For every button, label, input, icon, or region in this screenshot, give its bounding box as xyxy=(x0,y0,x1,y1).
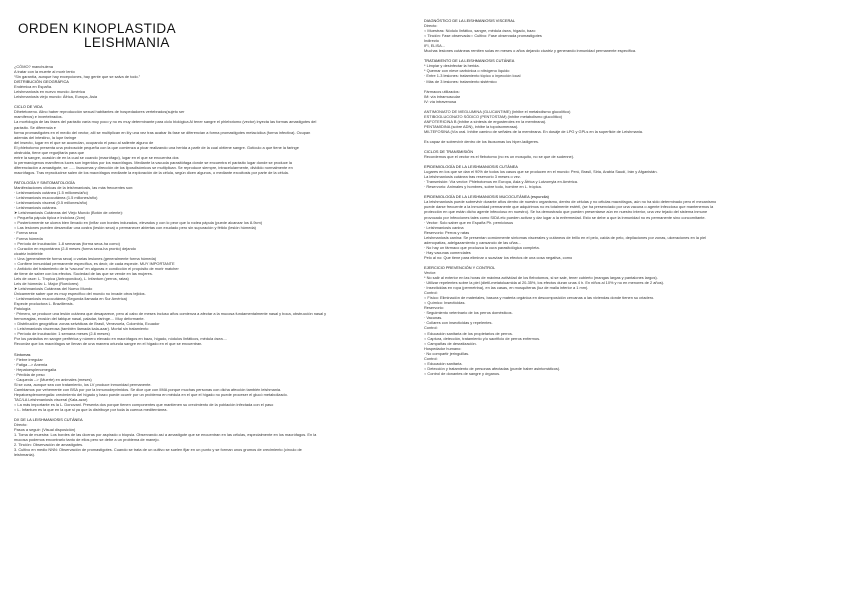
text-line: ESTIBOGLUCONATO SÓDICO (PENTOSTAM) (inhibe metabolismo glucolítico) xyxy=(424,113,563,119)
text-line: ○ Detección y tratamiento de personas afectadas (puede haber asintomáticos). xyxy=(424,365,561,371)
text-line: ○ La más importante es la L. Donovani. Presenta dos porque tienen componentes que mantienen su crecimiento de la población infectada con el paso xyxy=(14,402,274,407)
text-line: Es capaz de sobrevivir dentro de los lisosomas los hiper-ladigeres. xyxy=(424,138,540,144)
document-title xyxy=(18,22,419,50)
text-line: TAC/LA Leishmaniosis visceral (Kala-azar) xyxy=(14,396,88,402)
text-line: MILTEFOSINA (Vía oral. Inhibe camino de señales de la membrana. En dosáje de LPG y GPLs en la superficie de Leishmania. xyxy=(424,128,643,134)
text-line: ○ Pequeña pápula típica e indolora (2cm) xyxy=(14,215,86,221)
text-line: ○ Curación en espontánea (2-8 meses (forma seca-ha pronto) dejando xyxy=(14,245,136,251)
text-line: ○ Confiere inmunidad permanente específica, es decir, de cada especie. MUY IMPORTANTE xyxy=(14,260,175,266)
text-line: A tratar con la muerte al morir lento xyxy=(14,69,75,75)
text-line: · Leishmaniosis canina xyxy=(424,224,464,230)
text-line: ○ Período de incubación: 1 semana meses (2-6 meses) xyxy=(14,331,110,337)
text-line: PENTAMIDINA (sobre ADN), inhibe la topoisomerasa). xyxy=(424,123,519,129)
left-column xyxy=(14,18,419,457)
text-line: Dihetetoxeno. Alino haber reproducción sexual habitantes de hospedadores vertebrados(sujeto ser xyxy=(14,109,185,115)
text-line: · Primero, se produce una lesión cutánea que desaparece, pero al cabo de meses incluso años comienza a afectar a la mucosa fundamentalmente nasal y boca, obstrucción nasal y xyxy=(14,311,327,317)
text-line: macrófagos. Tras reproducirse salen de los macrófagos mediante la exploración de la célula, según dicen algunos, o mediante exocitosis por parte de la célula. xyxy=(14,169,289,175)
text-line: 1. Toma de muestra: Los bordes de las úlceras por aspirado o biopsia. Observando así a amastigote que se encuentran en las células, especialmente en los macrófagos. En la xyxy=(14,432,317,438)
text-line: · Hay vacunas comerciales xyxy=(424,249,471,255)
text-line: ➤ Leishmaniosis Cutáneas del Nuevo Mundo xyxy=(14,285,93,291)
section-heading: EJERCICIO PREVENCIÓN Y CONTROL xyxy=(424,264,496,270)
text-line: Leishmaniosis en nuevo mundo: América xyxy=(14,89,85,95)
section-heading: DISTRIBUCIÓN GEOGRÁFICA xyxy=(14,79,69,85)
text-line: ○ Educación sanitaria. xyxy=(424,360,463,366)
text-line: Leishmaniosis viejo mundo: África, Europa, Asia xyxy=(14,94,98,100)
text-line: provocado por infecciones tales como SIDA etc pueden activar y dar lugar a la enfermedad. Esto se debe a que la inmunidad no es permanente sino concomitante. xyxy=(424,214,706,220)
text-line: Indirecto xyxy=(424,38,439,44)
section-heading: CICLO DE VIDA xyxy=(14,104,43,110)
text-line: Manifestaciones clínicas de la leishmaniosis, las más frecuentes son: xyxy=(14,185,134,191)
text-line: cicatriz indeleble xyxy=(14,250,43,256)
text-line: Pelo al no: Que tiene para eliminar o suavizar los efectos de una cosa negativa, como xyxy=(424,254,573,260)
text-line: ○ Una (generalmente forma seca) o varias lesiones (generalmente forma húmeda) xyxy=(14,255,157,261)
text-line: ANTIMONIATO DE MEGLUMINA (GLUCANTIME) (inhibe el metabolismo glucolítico) xyxy=(424,108,571,114)
text-line: ○ Químico: Insecticidas. xyxy=(424,300,466,306)
text-line: 2. Tinción: Observación de amastigotes. xyxy=(14,442,84,448)
text-line: Lugares en los que se dan el 90% de todos los casos que se producen en el mundo: Perú, Brasil, Siria, Arabia Saudí, Irán y Afganistán. xyxy=(424,169,658,175)
text-line: mamíferos) e invertebrados. xyxy=(14,114,63,120)
text-line: · Fatiga --> Anemia xyxy=(14,361,48,367)
text-line: ○ Distribución geográfica: zonas selváticas de Brasil, Venezuela, Colombia, Ecuador xyxy=(14,321,160,327)
text-line: IM: vía intramuscular xyxy=(424,93,461,99)
text-line: Muchas lesiones cutáneas remiten solas en meses o años dejando cicatriz y generando inmunidad permanente específica. xyxy=(424,48,637,54)
text-line: del insecto, lugar en el que se acumulan, ocupando el paso al saliente alguno de xyxy=(14,139,154,145)
text-line: · Forma seca xyxy=(14,230,37,236)
text-line: forma promastigotes en el medio del vector, allí se multiplican en ilíy una vez tras acabar lis fase se diferencian a forma promastigotes metacíclica (forma infectiva). Ocupan xyxy=(14,129,311,135)
text-line: parásito. Se diferencia e xyxy=(14,124,56,130)
text-line: · Seguimiento veterinario de los perros domésticos. xyxy=(424,310,513,316)
text-line: Leis de osce: L. Tropica (Antroponóica), L. Infantum (perros, ratas) xyxy=(14,275,129,281)
text-line: IV: vía intravenosa xyxy=(424,98,457,104)
text-line: Control: xyxy=(424,355,438,361)
text-line: · Leishmaniosis cutánea (1.5 millones/año) xyxy=(14,190,88,196)
text-line: · No hay un fármaco que produzca la cura parasitológica completa. xyxy=(424,244,540,250)
text-line: ○ Campañas de desratización. xyxy=(424,340,477,346)
text-line: “Sin garantía, aunque hay excepciones, hay gente que se salva de todo.” xyxy=(14,74,141,80)
text-line: Control: xyxy=(424,290,438,296)
text-line: Leishmaniosis canina: Se presentan comúnmente síntomas viscerales y cutáneos de brillo en el pelo, caída de pelo, depilaciones por zonas, ulceraciones en la piel xyxy=(424,234,707,240)
text-line: ○ L. Infantum es la que en la que si ya que la distribuye por toda la cuenca mediterránea. xyxy=(14,407,168,413)
right-column xyxy=(424,18,834,376)
section-heading: EPIDEMIOLOGÍA DE LA LEISHMANIOSIS MUCOCUTÁNEA (espundia) xyxy=(424,194,549,200)
text-line: · Leishmaniosis cutánea. xyxy=(14,205,58,211)
text-line: Directo: xyxy=(424,23,438,29)
section-heading: PATOLOGÍA Y SINTOMATOLOGÍA xyxy=(14,179,75,185)
text-line: · Insecticidas en ropa (permetrina), en las casas, en mosquiteras (luz de malla inferior a 1 mm). xyxy=(424,285,589,291)
text-line: ○ Leishmaniosis viscerosa (también llamada kala-azar). Mortal sin tratamiento xyxy=(14,326,149,332)
right-text-block xyxy=(424,18,834,376)
text-line: El phlebotomo presenta una proboscide pequeña con la que comienza a picar realizando una herida a partir de la cual obtiene sangre. Gotículo a que tiene la faringe xyxy=(14,144,299,150)
text-line: Cambiamos por vehemente con BSA por por la inmunodeprimidos. Se dice que con IIMA porque muchas personas con dicha afección también leishmania. xyxy=(14,386,282,392)
text-line: · Pérdida de peso xyxy=(14,371,45,377)
text-line: · Leishmaniosis mucocutánea (Segunda llamada en Sur América) xyxy=(14,296,128,302)
text-line: · Utilizar repelentes sobre la piel (dietil-metatoluamida al 20-35%, los efectos duran unas 4 h. En niños al 10% y no en menores de 2 años). xyxy=(424,280,665,286)
text-line: ○ Tinción: Fase observada:○ Cultivo: Fase observada promastigotes xyxy=(424,33,542,39)
text-line: ○ Período de incubación: 1-8 semanas (forma seca-ha como) xyxy=(14,240,120,246)
text-line: 3. Cultivo en medio NNN: Observación de promastigotes. Cuando se trata de un cultivo se suelen fijar en un punto y se forman unos grumos de crecimiento (círculo de xyxy=(14,447,302,453)
text-line: ○ Las lesiones pueden desarrollar una costra (lesión seca) o permanecer abiertas con exudado pero sin supuración y fétido (lesión húmeda) xyxy=(14,225,256,231)
text-line: Por los parásitos en sangre periférica y número elevado en macrófagos en bazo, hígado, nódulos linfáticos, médula ósea.... xyxy=(14,336,228,342)
text-line: Vector: xyxy=(424,269,437,275)
text-line: ○ Antídoto del tratamiento de la “vacuna” en algunas e condicción el propósito de morir matcher xyxy=(14,265,179,271)
text-line: hemorragias, erosión del tabique nasal, paladar, faringe.... Muy deformante. xyxy=(14,316,145,322)
text-line: Si se cura, aunque sea con tratamiento, los LV produce inmunidad permanente. xyxy=(14,381,152,387)
text-line: Únicamente saber que es muy específico del mundo no invade otros tejidos. xyxy=(14,291,146,297)
text-line: · Leishmaniosis visceral (0.5 millones/año) xyxy=(14,200,88,206)
text-line: ○ Captura, detección, tratamiento y/o sacrificio de perros enfermos. xyxy=(424,335,541,341)
text-line: de tiene de saber con los efectos. Sociedad de las que se vende en las mujeres. xyxy=(14,270,153,276)
title-line-1: ORDEN KINOPLASTIDA xyxy=(18,21,176,36)
text-line: leishmania). xyxy=(14,452,35,458)
text-line: ○ Posteriormente se ulcera bien llevado en (inflar con bordes indurados, elevados y con lo peor que lo rodea pápula (puede alcanzar los 8-9cm) xyxy=(14,220,263,226)
text-line: * Limpiar y desinfectar la herida. xyxy=(424,63,480,69)
section-heading: CICLOS DE TRANSMISIÓN xyxy=(424,148,474,154)
text-line: ○ Educación sanitaria de los propietarios de perros. xyxy=(424,330,513,336)
section-heading: DIAGNÓSTICO DE LA LEISHMANIOSIS VISCERAL xyxy=(424,18,516,23)
section-heading: DX DE LA LEISHMANIOSIS CUTÁNEA xyxy=(14,417,83,423)
text-line: · Forma húmeda xyxy=(14,235,43,241)
text-line: Fármacos utilizados: xyxy=(424,88,460,94)
text-line: Hepatoesplenomegalia: crecimiento del hígado y bazo puede ocurrir por un problema en médula en el que el hígado no puede proceser el glucó metabolizado. xyxy=(14,391,288,397)
text-line: ANFOTERICINA B (inhibe a síntesis de ergosteroles en la membrana). xyxy=(424,118,547,124)
text-line: Recordar que los macrófagos se llenan de una manera oriunda sangre en el hígado en el que se encuentran. xyxy=(14,341,203,347)
text-line: IFI, ELISA... xyxy=(424,43,445,49)
text-line: La leishmaniosis cutánea tras reservorio 3 meses o vez. xyxy=(424,174,521,180)
text-line: ¿CÓMO? manchulena xyxy=(14,64,53,69)
section-heading: EPIDEMIOLOGÍA DE LA LEISHMANIOSIS CUTÁNEA xyxy=(424,164,518,170)
left-text-block xyxy=(14,64,419,457)
text-line: adenopatías, adelgazamiento y cansancio de las uñas... xyxy=(424,239,521,245)
text-line: · Vacunas. xyxy=(424,315,443,321)
section-heading: TRATAMIENTO DE LA LEISHMANIOSIS CUTÁNEA xyxy=(424,58,515,64)
text-line: * Quemar con nieve carbónica o nitrógeno líquido xyxy=(424,68,510,74)
text-line: ○ Control de donantes de sangre y órganos. xyxy=(424,370,501,376)
text-line: Directo: xyxy=(14,422,28,428)
text-line: obstruida, tiene que regurjitarla para que xyxy=(14,149,85,155)
text-line: Hospedador humano: xyxy=(424,345,462,351)
text-line: Endémica en España. xyxy=(14,84,53,90)
text-line: · Leishmaniosis mucocutánea (1.5 millones/año) xyxy=(14,195,98,201)
section-heading: Síntomas xyxy=(14,351,31,357)
text-line: puede darse frecuente a la inmunidad permanente que adquirimos no es totalmente estéril, (se ha presenciado por una vacuna o agente infeccioso que mantenemos la xyxy=(424,204,714,210)
text-line: La morfología de las fases del parásito varía muy poco y no es muy determinante para ciclo biológica Al tener sangre el phlebotomo (vector) inyecta las formas amastigotes del xyxy=(14,119,317,125)
text-line: Recordemos que el vector es el flebotomo (no es un mosquito, no se que de sudenne). xyxy=(424,154,575,160)
text-line: protección en que están dicho agente infeccioso en nuestro). Se ha demostrado que pueden presentarse aún en nuestro interior, una vez tejado del sistema inmune xyxy=(424,209,708,215)
text-line: · Transmisión: Vía vector: Phlebotomus en Europa, Asia y África y Lutzomyia en América. xyxy=(424,179,578,185)
text-line: Leis de húmeda: L. Major (Roedores) xyxy=(14,280,79,286)
text-line: además del intestino, la lupe faringe xyxy=(14,134,77,140)
text-line: · No compartir jeringuillas. xyxy=(424,350,470,356)
text-line: mucosa podemos encontrarlo tanto de ellos pero se debe a un problema de manejo. xyxy=(14,437,160,443)
title-line-2: LEISHMANIA xyxy=(84,35,170,50)
text-line: · Collares con insecticidas y repelentes. xyxy=(424,320,493,326)
text-line: Reservorio: xyxy=(424,305,444,311)
text-line: · Reservorio: Animales y hombres, sobre todo, hombre en L. trópica. xyxy=(424,184,542,190)
text-line: Patología xyxy=(14,306,31,312)
text-line: Reservorio: Perros y ratas xyxy=(424,229,470,235)
text-line: ○ Muestras: Nódulo linfático, sangre, médula ósea, hígado, bazo xyxy=(424,28,536,34)
text-line: · Fiebre irregular xyxy=(14,356,43,362)
text-line: * No salir al exterior en las horas de máxima actividad de los flebotomos, si se sale, tener cubierto (mangas largas y pantalones largos). xyxy=(424,275,658,281)
text-line: · Caquexia --> (Muerte) en animales (meses) xyxy=(14,376,92,382)
text-line: diferenciación a amastigote, se ...... lisosomas y dirección de los liposdisómicos se multiplican. Se reproduce siempre, intracelularmente, dividido normalmente en xyxy=(14,164,293,170)
text-line: · Entre 1-3 lesiones: tratamiento tópico o inyección local xyxy=(424,73,521,79)
text-line: entre la sangre, ocasión de en la cual se cuando (macrófago), lugar en el que se encuentra dos xyxy=(14,154,179,160)
text-line: La leishmaniosis puede sobrevivir durante años dentro de nuestro organismo, dentro de células y no células macrófagos, aún no ha sido determinado pero el mecanismo xyxy=(424,199,717,205)
text-line: · Hepatoesplenomegalia xyxy=(14,366,57,372)
text-line: lo permanógenos mamíferos luces son ingeridos por los macrófagos. Mediante la vacuola parasitófaga donde se encuentra el parásito lugar donde se produce la xyxy=(14,159,292,165)
text-line: ➤ Leishmaniosis Cutáneas del Viejo Mundo (Botón de oriente): xyxy=(14,210,123,216)
text-line: · Más de 3 lesiones: tratamiento sistémico xyxy=(424,78,497,84)
text-line: ○ Físico: Eliminación de materiales, basura y materia orgánica en descomposición cercanas a las viviendas donde tienen su criadero. xyxy=(424,295,655,301)
text-line: Pasos a seguir: (Visual disposición) xyxy=(14,427,76,433)
text-line: Control: xyxy=(424,325,438,331)
text-line: · Vector: Solo saber que en España Ph. perniciosus xyxy=(424,219,514,225)
text-line: Especie productora L. Braziliensis. xyxy=(14,301,74,307)
